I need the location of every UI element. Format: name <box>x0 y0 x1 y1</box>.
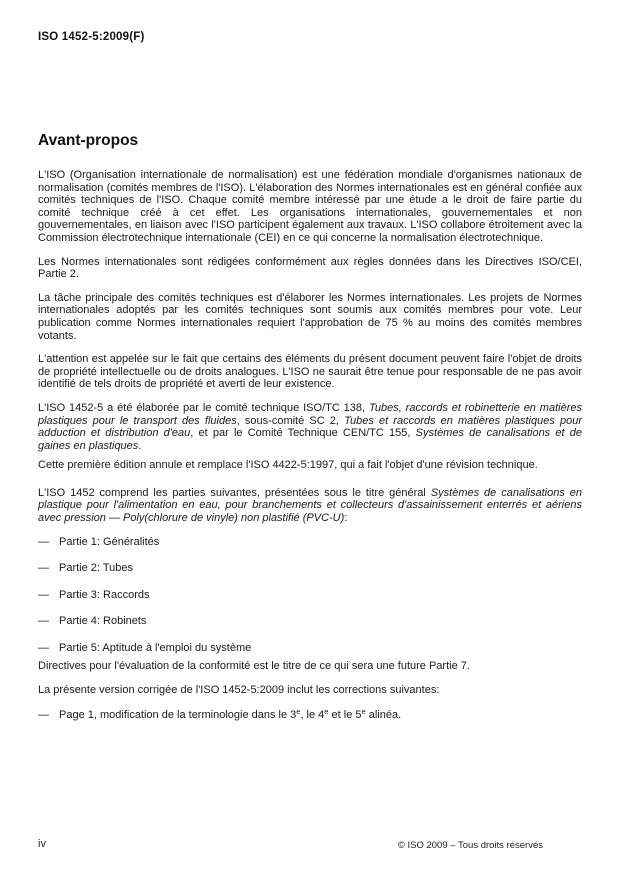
list-item-text: Page 1, modification de la terminologie dans le 3e, le 4e et le 5e alinéa. <box>59 706 402 721</box>
paragraph: La présente version corrigée de l'ISO 1452-5:2009 inclut les corrections suivantes: <box>38 684 440 697</box>
document-body <box>38 169 582 735</box>
list-dash: — <box>38 708 49 721</box>
list-item-text: Partie 1: Généralités <box>59 535 160 548</box>
list-dash: — <box>38 642 49 655</box>
list-item <box>38 615 582 628</box>
list-item-text: Partie 4: Robinets <box>59 615 147 628</box>
list-dash: — <box>38 562 49 575</box>
list-item-text: Partie 3: Raccords <box>59 588 150 601</box>
page-title: Avant-propos <box>38 132 139 149</box>
paragraph: L'ISO 1452 comprend les parties suivantes, présentées sous le titre général Systèmes de canalisations en plastique pour l'alimentation en eau, pour branchements et collecteurs d'assainissement enterrés et aériens avec pression — Poly(chlorure de vinyle) non plastifié (PVC-U): <box>38 486 583 525</box>
paragraph: L'attention est appelée sur le fait que certains des éléments du présent document peuvent faire l'objet de droits de propriété intellectuelle ou de droits analogues. L'ISO ne saurait être tenue pour responsable de ne pas avoir identifié de tels droits de propriété et averti de leur existence. <box>38 353 582 391</box>
list-dash: — <box>38 535 49 548</box>
list-item <box>38 589 582 602</box>
paragraph: La tâche principale des comités techniques est d'élaborer les Normes internationales. Les projets de Normes internationales adoptés par les comités techniques sont soumis aux comités membres pour vote. Leur publication comme Normes internationales requiert l'approbation de 75 % au moins des comités membres votants. <box>38 291 582 342</box>
paragraph: Directives pour l'évaluation de la conformité est le titre de ce qui sera une future Partie 7. <box>38 659 470 672</box>
list-item <box>38 706 582 722</box>
list-item <box>38 536 582 549</box>
list-dash: — <box>38 588 49 601</box>
list-item-text: Partie 2: Tubes <box>59 562 133 575</box>
list-item-text: Partie 5: Aptitude à l'emploi du système <box>59 642 252 655</box>
list-item <box>38 642 582 655</box>
document-footer <box>0 836 619 856</box>
paragraph: L'ISO 1452-5 a été élaborée par le comité technique ISO/TC 138, Tubes, raccords et robinetterie en matières plastiques pour le transport des fluides, sous-comité SC 2, Tubes et raccords en matières plastiques pour adduction et distribution d'eau, et par le Comité Technique CEN/TC 155, Systèmes de canalisations et de gaines en plastiques. <box>38 401 582 452</box>
copyright-notice: © ISO 2009 – Tous droits réservés <box>397 840 543 851</box>
document-reference: ISO 1452-5:2009(F) <box>38 31 145 43</box>
paragraph: Les Normes internationales sont rédigées conformément aux règles données dans les Directives ISO/CEI, Partie 2. <box>38 255 582 281</box>
page-number: iv <box>38 838 46 850</box>
paragraph: L'ISO (Organisation internationale de normalisation) est une fédération mondiale d'organismes nationaux de normalisation (comités membres de l'ISO). L'élaboration des Normes internationales est en général confiée aux comités techniques de l'ISO. Chaque comité membre intéressé par une étude a le droit de faire partie du comité technique créé à cet effet. Les organisations internationales, gouvernementales et non gouvernementales, en liaison avec l'ISO participent également aux travaux. L'ISO collabore étroitement avec la Commission électrotechnique internationale (CEI) en ce qui concerne la normalisation électrotechnique. <box>38 169 582 244</box>
list-item <box>38 562 582 575</box>
paragraph: Cette première édition annule et remplace l'ISO 4422-5:1997, qui a fait l'objet d'une révision technique. <box>38 459 538 472</box>
list-dash: — <box>38 615 49 628</box>
